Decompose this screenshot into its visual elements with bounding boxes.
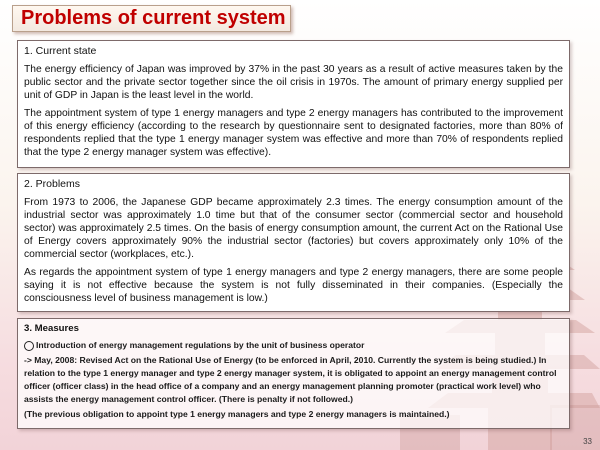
page-title: Problems of current system — [21, 7, 286, 29]
circle-bullet-icon — [24, 341, 34, 351]
paragraph: From 1973 to 2006, the Japanese GDP became approximately 2.3 times. The energy consumption amount of the industrial sector was approximately 1.0 time but that of the consumer sector (commercial sector and household sector) was approximately 2.5 times. On the basis of energy consumption amount, the current Act on the Rational Use of Energy covers approximately 90% the industrial sector (factories) but covers approximately only 10% of the commercial sector (workplaces, etc.). — [24, 197, 563, 260]
measures-section — [17, 318, 570, 429]
paragraph: (The previous obligation to appoint type 1 energy managers and type 2 energy managers is maintained.) — [24, 409, 450, 419]
paragraph: As regards the appointment system of type 1 energy managers and type 2 energy managers, there are some people saying it is not effective because the system is not fully disseminated in their companies. (Especially the consciousness level of business management is low.) — [24, 267, 563, 304]
bullet-text: Introduction of energy management regulations by the unit of business operator — [36, 340, 365, 350]
current-state-section — [17, 40, 570, 168]
title-box — [12, 5, 291, 32]
page-number: 33 — [583, 437, 592, 446]
problems-section — [17, 173, 570, 312]
bullet-item — [24, 339, 563, 352]
section-heading: 3. Measures — [24, 323, 79, 334]
paragraph: -> May, 2008: Revised Act on the Rational Use of Energy (to be enforced in April, 2010. Currently the system is being studied.) In relation to the type 1 energy manager and type 2 energy manager system, it is obligated to appoint an energy management control officer (officer class) in the head office of a company and an energy management planning promoter (practical work level) who assists the energy management control officer. (There is penalty if not followed.) — [24, 355, 557, 404]
section-heading: 2. Problems — [24, 178, 81, 190]
paragraph: The energy efficiency of Japan was improved by 37% in the past 30 years as a result of active measures taken by the public sector and the private sector together since the oil crisis in 1970s. The amount of primary energy supplied per unit of GDP in Japan is the least level in the world. — [24, 64, 563, 101]
section-heading: 1. Current state — [24, 45, 97, 57]
paragraph: The appointment system of type 1 energy managers and type 2 energy managers has contributed to the improvement of this energy efficiency (according to the research by questionnaire sent to designated factories, more than 80% of respondents replied that the type 1 energy manager system was effective and more than 70% of respondents replied that the type 2 energy manager system was effective). — [24, 108, 563, 158]
